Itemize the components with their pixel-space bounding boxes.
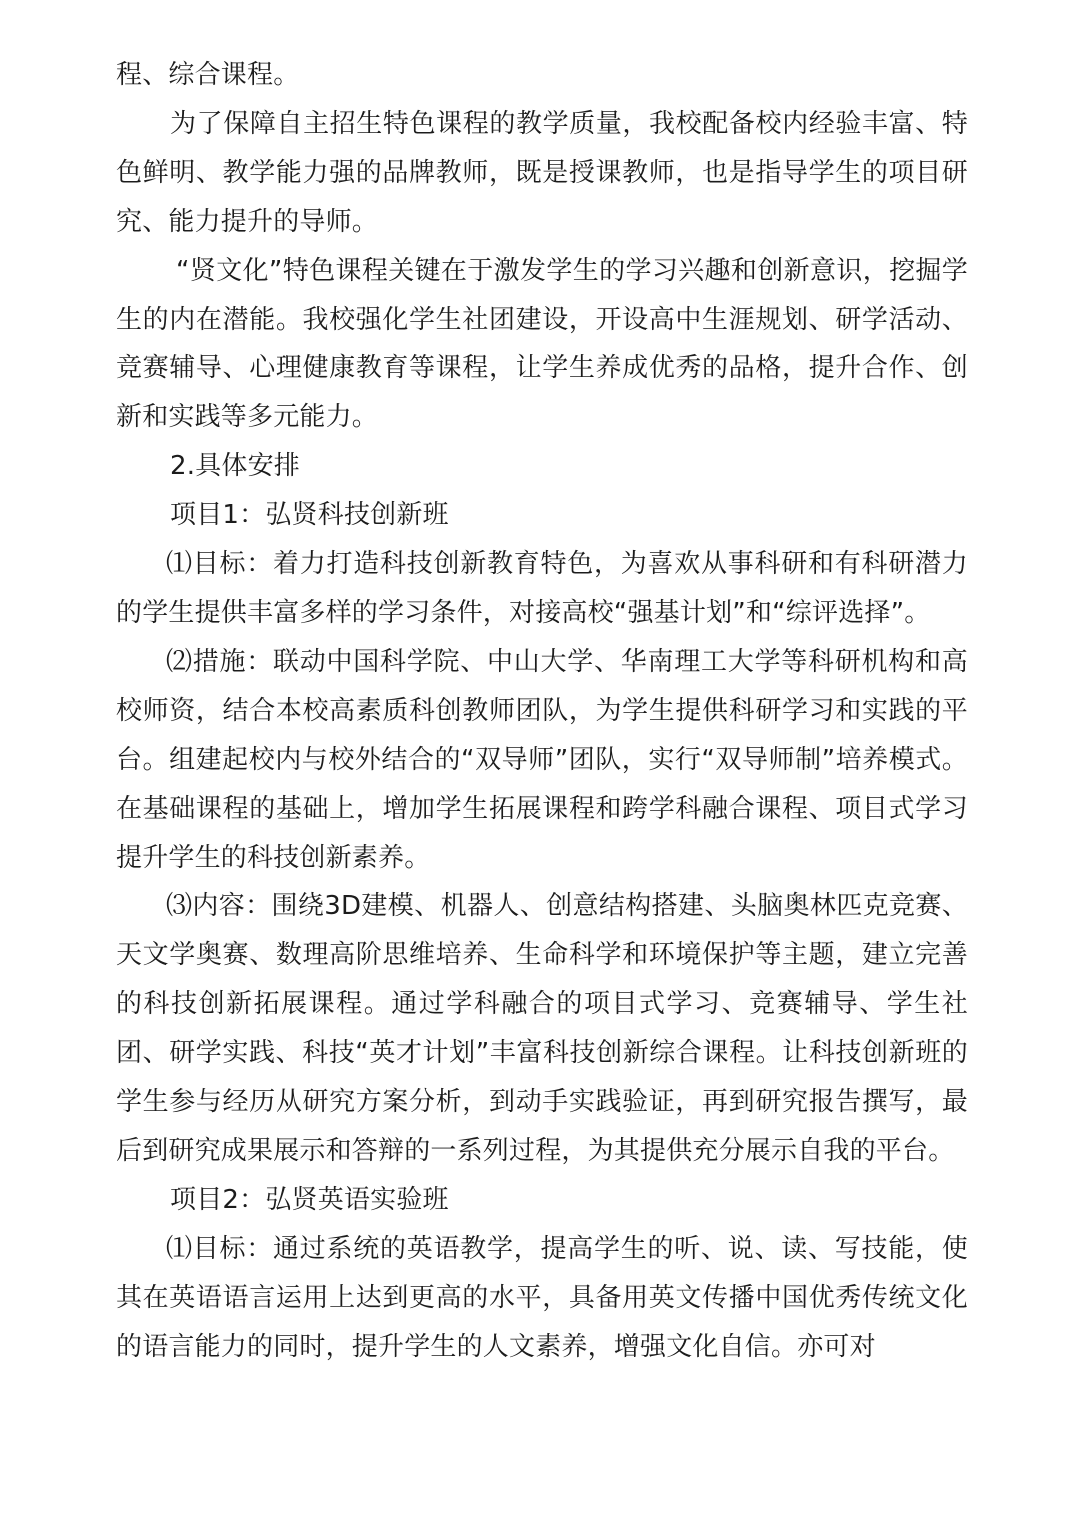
paragraph-xian-culture-course: “贤文化”特色课程关键在于激发学生的学习兴趣和创新意识，挖掘学生的内在潜能。我校强化学生社团建设，开设高中生涯规划、研学活动、竞赛辅导、心理健康教育等课程，让学生养成优秀的品格，提升合作、创新和实践等多元能力。 [116, 255, 968, 433]
project-1-title: 项目1：弘贤科技创新班 [170, 500, 449, 531]
paragraph-teacher-quality: 为了保障自主招生特色课程的教学质量，我校配备校内经验丰富、特色鲜明、教学能力强的品牌教师，既是授课教师，也是指导学生的项目研究、能力提升的导师。 [116, 108, 968, 237]
document-body [116, 51, 968, 1371]
paragraph-continuation: 程、综合课程。 [116, 60, 300, 90]
project-1-goal: ⑴目标：着力打造科技创新教育特色，为喜欢从事科研和有科研潜力的学生提供丰富多样的学习条件，对接高校“强基计划”和“综评选择”。 [116, 549, 968, 628]
project-2-title: 项目2：弘贤英语实验班 [170, 1184, 449, 1215]
section-heading-specific-arrangement: 2.具体安排 [170, 451, 301, 482]
project-1-measures: ⑵措施：联动中国科学院、中山大学、华南理工大学等科研机构和高校师资，结合本校高素质科创教师团队，为学生提供科研学习和实践的平台。组建起校内与校外结合的“双导师”团队，实行“双导师制”培养模式。在基础课程的基础上，增加学生拓展课程和跨学科融合课程、项目式学习提升学生的科技创新素养。 [116, 646, 968, 873]
project-2-goal: ⑴目标：通过系统的英语教学，提高学生的听、说、读、写技能，使其在英语语言运用上达到更高的水平，具备用英文传播中国优秀传统文化的语言能力的同时，提升学生的人文素养，增强文化自信。亦可对 [116, 1233, 968, 1362]
project-1-content: ⑶内容：围绕3D建模、机器人、创意结构搭建、头脑奥林匹克竞赛、天文学奥赛、数理高阶思维培养、生命科学和环境保护等主题，建立完善的科技创新拓展课程。通过学科融合的项目式学习、竞赛辅导、学生社团、研学实践、科技“英才计划”丰富科技创新综合课程。让科技创新班的学生参与经历从研究方案分析，到动手实践验证，再到研究报告撰写，最后到研究成果展示和答辩的一系列过程，为其提供充分展示自我的平台。 [116, 891, 968, 1166]
